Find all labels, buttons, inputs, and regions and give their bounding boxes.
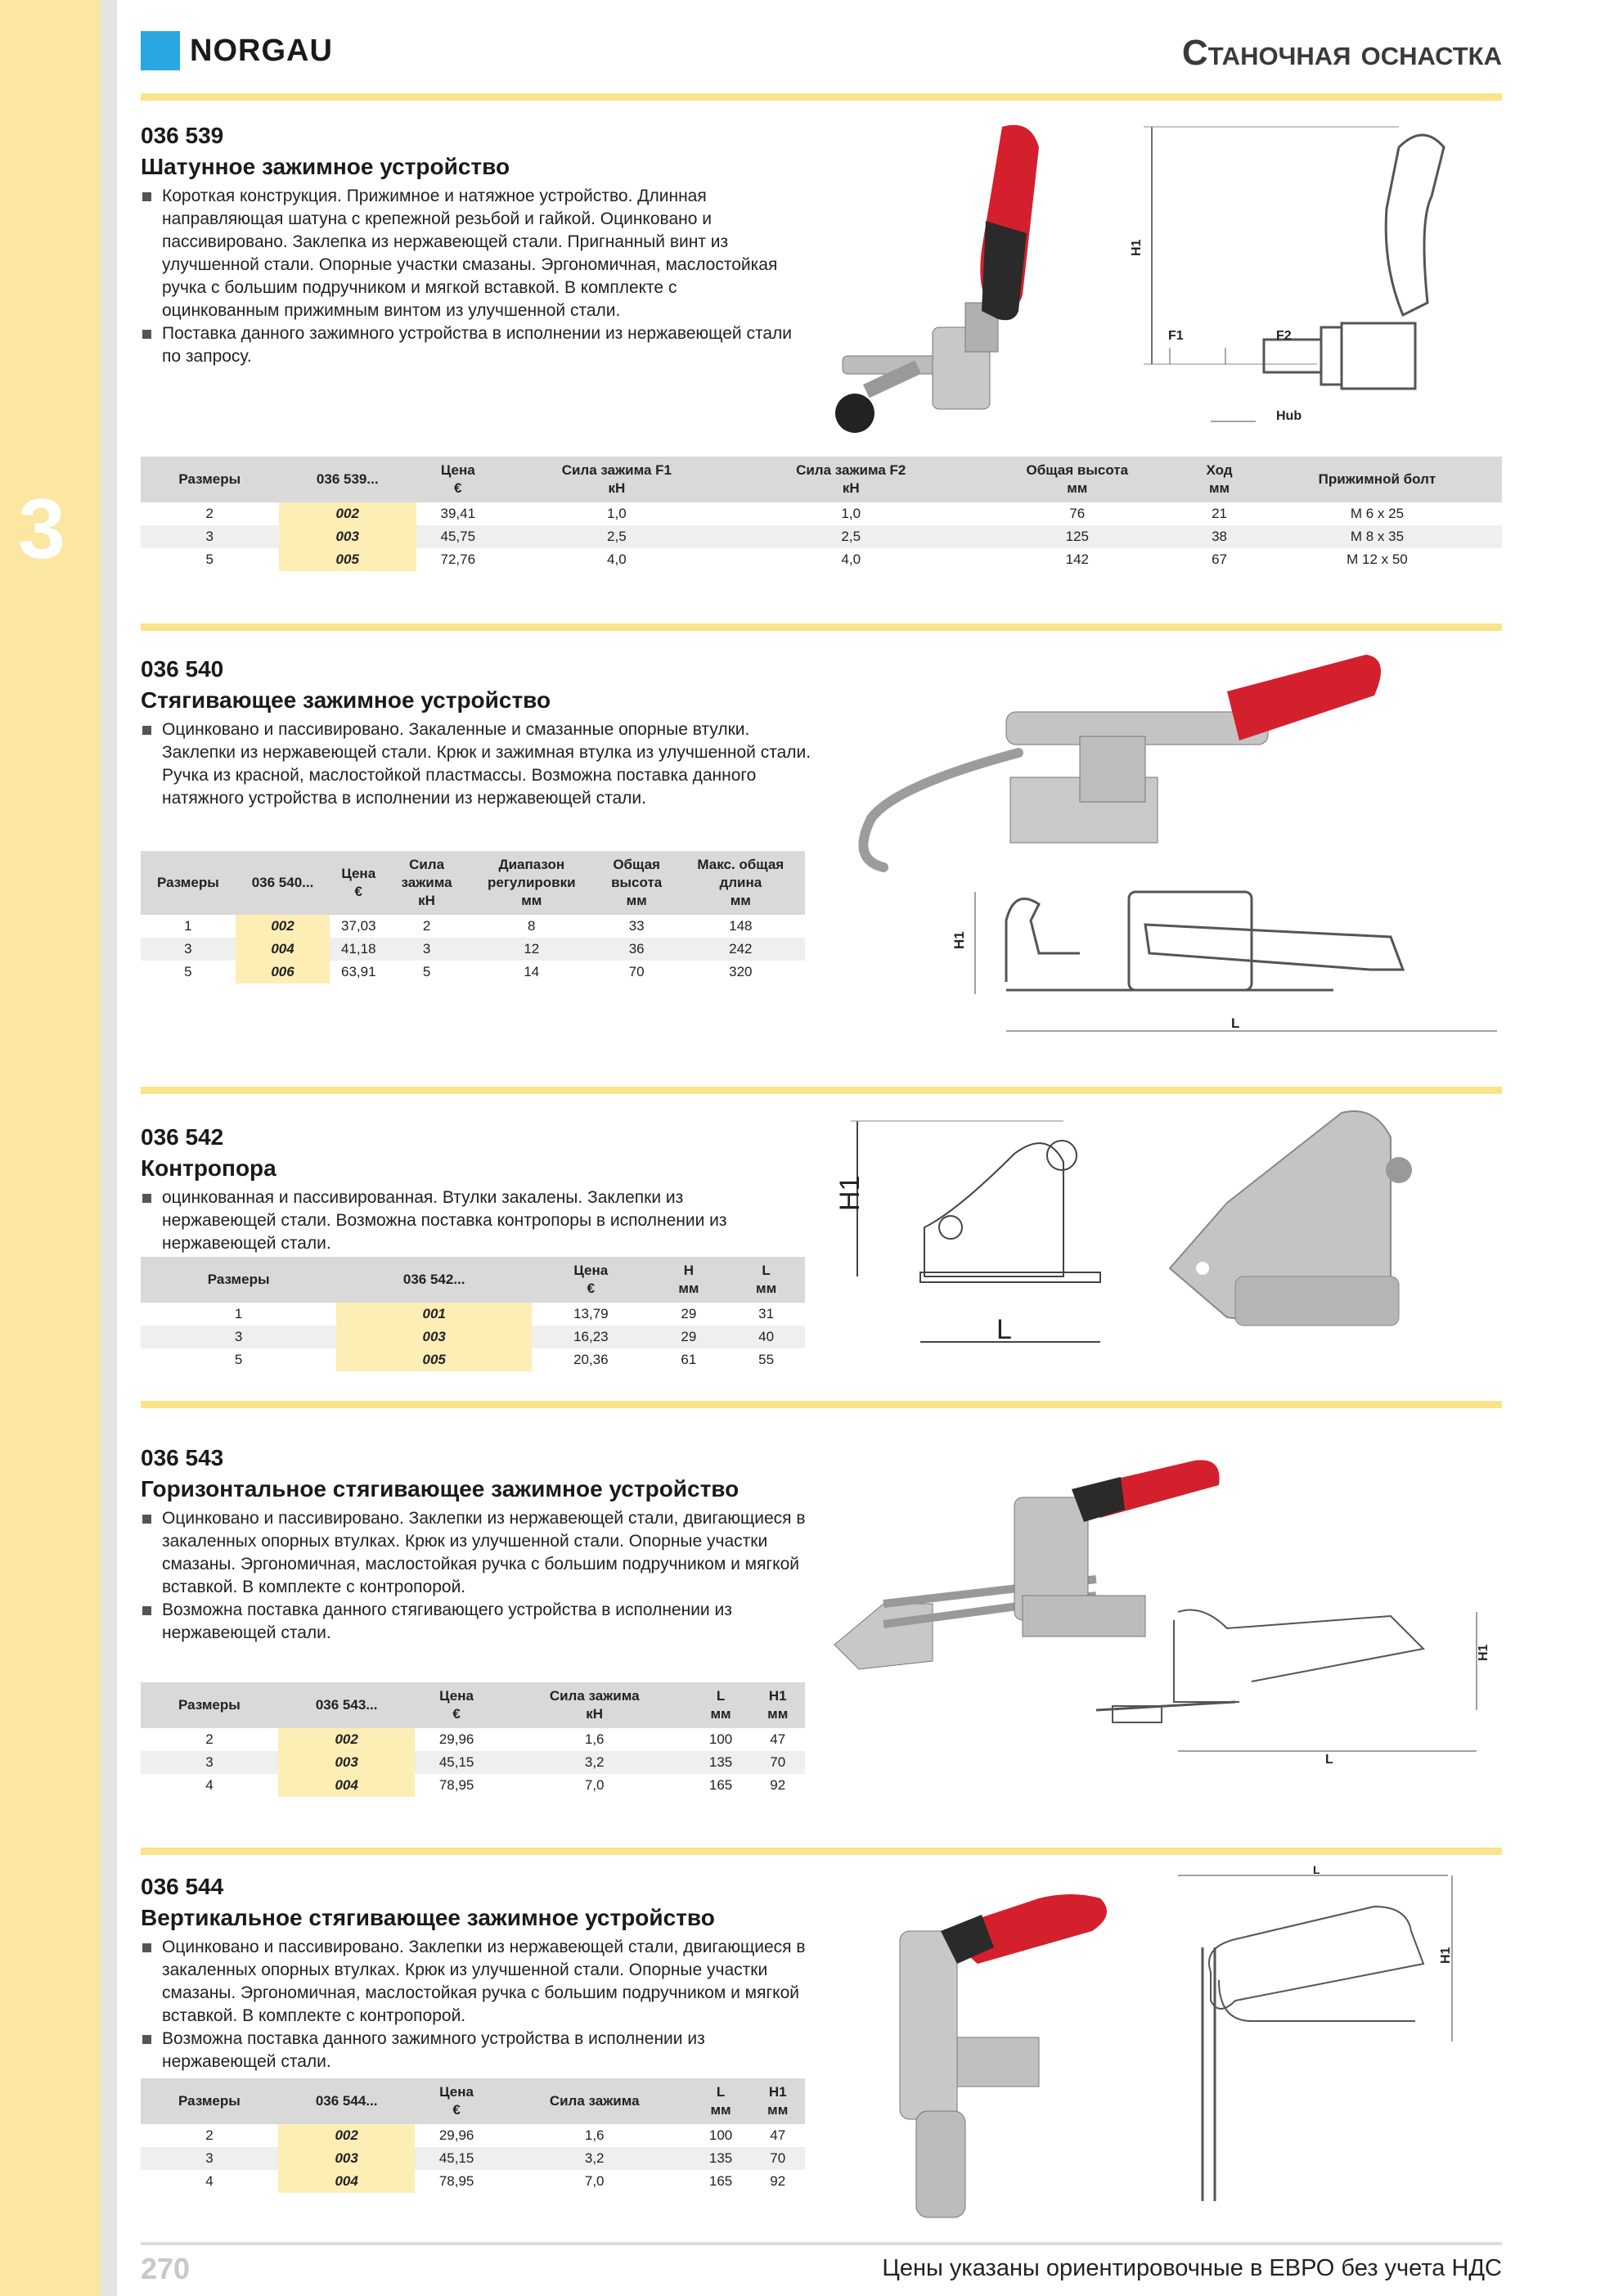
table-cell: 29,96 xyxy=(438,1731,474,1747)
table-row xyxy=(141,502,1502,525)
table-cell: M 8 x 35 xyxy=(1252,525,1502,548)
article-code-cell: 002 xyxy=(236,915,330,938)
page-number: 270 xyxy=(141,2252,191,2285)
table-cell: 33 xyxy=(628,918,645,934)
table-cell: 3 xyxy=(141,525,279,548)
table-cell: 29 xyxy=(650,1326,728,1348)
clamp-036-544-drawing xyxy=(1170,1863,1497,2209)
table-header: Цена € xyxy=(330,851,387,915)
chapter-number: 3 xyxy=(18,482,65,577)
table-row xyxy=(141,938,805,961)
article-code-cell: 005 xyxy=(279,548,416,571)
article-code-cell: 003 xyxy=(278,2147,416,2170)
table-row xyxy=(141,1751,805,1774)
product-code: 036 542 xyxy=(141,1124,224,1150)
table-header: H мм xyxy=(650,1257,728,1303)
table-header: Общая высота мм xyxy=(597,851,677,915)
table-cell: 39,41 xyxy=(440,506,476,521)
dim-h1: H1 xyxy=(1130,239,1144,256)
table-header: 036 540... xyxy=(236,851,330,915)
table-cell: 55 xyxy=(758,1352,775,1367)
table-cell: 70 xyxy=(751,1751,805,1774)
clamp-036-543-drawing xyxy=(1096,1604,1489,1776)
table-header: 036 542... xyxy=(336,1257,532,1303)
table-cell: 320 xyxy=(729,964,753,979)
table-cell: 47 xyxy=(770,2127,786,2143)
table-cell: 100 xyxy=(708,1731,733,1747)
table-cell: 63,91 xyxy=(340,964,376,979)
footer-rule xyxy=(141,2242,1502,2245)
logo-square-icon xyxy=(141,31,180,70)
table-header: Цена € xyxy=(415,1682,497,1728)
table-cell: 38 xyxy=(1186,525,1252,548)
article-code-cell: 003 xyxy=(336,1326,532,1348)
brand-logo xyxy=(141,31,333,70)
table-cell: 72,76 xyxy=(440,551,476,567)
table-cell: 1,6 xyxy=(584,2127,605,2143)
table-header: Сила зажима xyxy=(498,2078,691,2124)
table-row xyxy=(141,1326,805,1348)
table-header: Цена € xyxy=(532,1257,650,1303)
table-row xyxy=(141,2170,805,2193)
product-bullet: Оцинковано и пассивировано. Заклепки из нержавеющей стали, двигающиеся в закаленных опорных втулках. Крюк из улучшенной стали. Опорные участки смазаны. Эргономичная, маслостойкая ручка с большим подручником и мягкой вставкой. В комплекте с контропорой. xyxy=(141,1507,812,1599)
table-row xyxy=(141,915,805,938)
product-bullet: оцинкованная и пассивированная. Втулки закалены. Заклепки из нержавеющей стали. Возможна поставка контропоры в исполнении из нержавеющей стали. xyxy=(141,1186,795,1255)
table-row xyxy=(141,548,1502,571)
table-cell: 4 xyxy=(205,1777,214,1793)
table-header: L мм xyxy=(727,1257,805,1303)
table-header: Размеры xyxy=(141,2078,278,2124)
spec-table-036-540 xyxy=(141,851,805,984)
table-cell: 70 xyxy=(628,964,645,979)
clamp-036-539-photo xyxy=(818,123,1096,450)
table-cell: 13,79 xyxy=(573,1306,609,1321)
table-cell: 1 xyxy=(184,918,192,934)
spec-table-036-544 xyxy=(141,2078,805,2193)
table-header: H1 мм xyxy=(751,1682,805,1728)
table-cell: 3 xyxy=(141,2147,278,2170)
table-cell: 31 xyxy=(758,1306,775,1321)
table-row xyxy=(141,525,1502,548)
table-cell: 45,15 xyxy=(415,2147,497,2170)
table-cell: 3 xyxy=(387,938,466,961)
table-cell: 3 xyxy=(141,938,236,961)
table-header: 036 544... xyxy=(278,2078,416,2124)
table-cell: 7,0 xyxy=(584,1777,605,1793)
table-cell: 45,15 xyxy=(415,1751,497,1774)
dim-hub: Hub xyxy=(1276,409,1302,423)
product-code: 036 539 xyxy=(141,123,224,148)
table-cell: 148 xyxy=(729,918,753,934)
counter-support-036-542-drawing xyxy=(818,1113,1129,1358)
article-code-cell: 006 xyxy=(236,961,330,984)
spec-table-036-543 xyxy=(141,1682,805,1797)
product-title: Контропора xyxy=(141,1155,276,1181)
table-cell: 12 xyxy=(466,938,597,961)
article-code-cell: 002 xyxy=(279,502,416,525)
table-cell: 5 xyxy=(184,964,192,979)
table-header: Ход мм xyxy=(1186,457,1252,502)
price-note: Цены указаны ориентировочные в ЕВРО без учета НДС xyxy=(882,2255,1502,2281)
table-header: Сила зажима F1 кН xyxy=(500,457,734,502)
table-header: Размеры xyxy=(141,851,236,915)
table-cell: 36 xyxy=(597,938,677,961)
table-cell: 3 xyxy=(141,1751,278,1774)
spec-table-036-539 xyxy=(141,457,1502,571)
table-cell: 135 xyxy=(691,2147,751,2170)
table-cell: 165 xyxy=(708,1777,733,1793)
dim-h1: H1 xyxy=(1477,1644,1490,1661)
table-cell: 5 xyxy=(205,551,214,567)
dim-f2: F2 xyxy=(1276,329,1292,343)
table-header: 036 539... xyxy=(279,457,416,502)
table-cell: 29 xyxy=(681,1306,697,1321)
table-cell: 78,95 xyxy=(438,1777,474,1793)
table-cell: 70 xyxy=(751,2147,805,2170)
product-title: Стягивающее зажимное устройство xyxy=(141,687,551,713)
table-cell: 2 xyxy=(205,1731,214,1747)
dim-h1: H1 xyxy=(951,931,967,949)
dim-l: L xyxy=(996,1314,1012,1345)
page-title: Станочная оснастка xyxy=(1181,33,1502,73)
table-row xyxy=(141,2124,805,2147)
table-cell: 14 xyxy=(524,964,540,979)
section-rule xyxy=(141,1087,1502,1094)
table-cell: 29,96 xyxy=(438,2127,474,2143)
table-cell: M 12 x 50 xyxy=(1347,551,1408,567)
dim-l: L xyxy=(1231,1015,1240,1031)
table-row xyxy=(141,961,805,984)
section-rule xyxy=(141,1848,1502,1855)
table-cell: 125 xyxy=(968,525,1186,548)
sidebar-edge xyxy=(101,0,117,2296)
table-row xyxy=(141,1348,805,1371)
dim-h1: H1 xyxy=(1439,1947,1453,1964)
table-cell: 100 xyxy=(708,2127,733,2143)
article-code-cell: 002 xyxy=(278,1728,416,1751)
table-cell: 78,95 xyxy=(438,2173,474,2189)
table-header: 036 543... xyxy=(278,1682,416,1728)
table-cell: 2,5 xyxy=(500,525,734,548)
table-cell: 8 xyxy=(528,918,536,934)
dim-h1: H1 xyxy=(834,1175,865,1211)
table-row xyxy=(141,1774,805,1797)
dim-l: L xyxy=(1313,1863,1320,1876)
table-row xyxy=(141,1728,805,1751)
table-cell: 45,75 xyxy=(416,525,500,548)
product-title: Вертикальное стягивающее зажимное устройство xyxy=(141,1905,715,1930)
table-cell: 21 xyxy=(1212,506,1228,521)
table-cell: 2 xyxy=(205,506,214,521)
table-cell: 92 xyxy=(770,1777,786,1793)
article-code-cell: 003 xyxy=(278,1751,416,1774)
table-header: Диапазон регулировки мм xyxy=(466,851,597,915)
table-header: Общая высота мм xyxy=(968,457,1186,502)
table-cell: 2 xyxy=(422,918,431,934)
table-header: Сила зажима F2 кН xyxy=(734,457,968,502)
article-code-cell: 001 xyxy=(336,1303,532,1326)
table-header: H1 мм xyxy=(751,2078,805,2124)
chapter-sidebar xyxy=(0,0,101,2296)
table-cell: 67 xyxy=(1212,551,1228,567)
table-cell: 3 xyxy=(141,1326,336,1348)
table-cell: 61 xyxy=(681,1352,697,1367)
product-bullet: Оцинковано и пассивировано. Закаленные и смазанные опорные втулки. Заклепки из нержавеющей стали. Крюк и зажимная втулка из улучшенной стали. Ручка из красной, маслостойкой пластмассы. Возможна поставка данного натяжного устройства в исполнении из нержавеющей стали. xyxy=(141,718,812,810)
table-cell: 4,0 xyxy=(607,551,627,567)
product-bullet: Короткая конструкция. Прижимное и натяжное устройство. Длинная направляющая шатуна с крепежной резьбой и гайкой. Оцинковано и пассивировано. Заклепка из нержавеющей стали. Пригнанный винт из улучшенной стали. Опорные участки смазаны. Эргономичная, маслостойкая ручка с большим подручником и мягкой вставкой. В комплекте с оцинкованным прижимным винтом из улучшенной стали. xyxy=(141,185,795,322)
table-cell: 4 xyxy=(205,2173,214,2189)
table-header: Цена € xyxy=(415,2078,497,2124)
spec-table-036-542 xyxy=(141,1257,805,1371)
table-cell: 242 xyxy=(677,938,805,961)
clamp-036-544-photo xyxy=(892,1882,1121,2226)
table-cell: 16,23 xyxy=(532,1326,650,1348)
section-rule xyxy=(141,93,1502,101)
table-cell: 1,0 xyxy=(841,506,861,521)
clamp-tip xyxy=(835,394,874,433)
table-cell: 2,5 xyxy=(734,525,968,548)
product-title: Шатунное зажимное устройство xyxy=(141,154,510,179)
product-code: 036 540 xyxy=(141,656,224,682)
table-cell: 47 xyxy=(770,1731,786,1747)
table-header: L мм xyxy=(691,2078,751,2124)
product-code: 036 543 xyxy=(141,1445,224,1470)
article-code-cell: 005 xyxy=(336,1348,532,1371)
table-cell: 20,36 xyxy=(573,1352,609,1367)
article-code-cell: 004 xyxy=(278,1774,416,1797)
table-header: Размеры xyxy=(141,1682,278,1728)
table-header: Сила зажима кН xyxy=(498,1682,691,1728)
table-header: L мм xyxy=(691,1682,751,1728)
table-cell: 41,18 xyxy=(330,938,387,961)
table-header: Цена € xyxy=(416,457,500,502)
table-cell: 142 xyxy=(1065,551,1089,567)
article-code-cell: 003 xyxy=(279,525,416,548)
table-cell: 1,6 xyxy=(584,1731,605,1747)
table-cell: 92 xyxy=(770,2173,786,2189)
table-cell: M 6 x 25 xyxy=(1350,506,1405,521)
table-header: Прижимной болт xyxy=(1252,457,1502,502)
table-cell: 76 xyxy=(1069,506,1086,521)
product-title: Горизонтальное стягивающее зажимное устройство xyxy=(141,1476,740,1501)
clamp-036-540-drawing xyxy=(941,884,1497,1056)
logo-text: NORGAU xyxy=(190,33,333,68)
table-header: Размеры xyxy=(141,1257,336,1303)
table-cell: 3,2 xyxy=(498,2147,691,2170)
clamp-036-539-drawing xyxy=(1129,119,1505,446)
clamp-036-540-photo xyxy=(834,646,1391,900)
table-cell: 4,0 xyxy=(841,551,861,567)
table-cell: 5 xyxy=(422,964,431,979)
table-cell: 40 xyxy=(727,1326,805,1348)
product-code: 036 544 xyxy=(141,1874,224,1899)
dim-l: L xyxy=(1325,1753,1333,1767)
article-code-cell: 004 xyxy=(278,2170,416,2193)
table-cell: 165 xyxy=(708,2173,733,2189)
section-rule xyxy=(141,624,1502,631)
product-bullet: Поставка данного зажимного устройства в исполнении из нержавеющей стали по запросу. xyxy=(141,322,795,368)
table-cell: 1 xyxy=(234,1306,243,1321)
article-code-cell: 002 xyxy=(278,2124,416,2147)
table-row xyxy=(141,2147,805,2170)
product-bullet: Возможна поставка данного зажимного устройства в исполнении из нержавеющей стали. xyxy=(141,2028,812,2073)
table-header: Размеры xyxy=(141,457,279,502)
table-cell: 5 xyxy=(234,1352,243,1367)
table-row xyxy=(141,1303,805,1326)
table-cell: 3,2 xyxy=(498,1751,691,1774)
counter-support-036-542-photo xyxy=(1162,1105,1440,1358)
article-code-cell: 004 xyxy=(236,938,330,961)
table-cell: 1,0 xyxy=(607,506,627,521)
product-bullet: Возможна поставка данного стягивающего устройства в исполнении из нержавеющей стали. xyxy=(141,1599,812,1645)
product-bullet: Оцинковано и пассивировано. Заклепки из нержавеющей стали, двигающиеся в закаленных опорных втулках. Крюк из улучшенной стали. Опорные участки смазаны. Эргономичная, маслостойкая ручка с большим подручником и мягкой вставкой. В комплекте с контропорой. xyxy=(141,1936,812,2028)
table-cell: 37,03 xyxy=(340,918,376,934)
dim-f1: F1 xyxy=(1168,329,1184,343)
table-cell: 7,0 xyxy=(584,2173,605,2189)
table-cell: 2 xyxy=(205,2127,214,2143)
section-rule xyxy=(141,1401,1502,1408)
table-header: Сила зажима кН xyxy=(387,851,466,915)
table-header: Макс. общая длина мм xyxy=(677,851,805,915)
table-cell: 135 xyxy=(691,1751,751,1774)
